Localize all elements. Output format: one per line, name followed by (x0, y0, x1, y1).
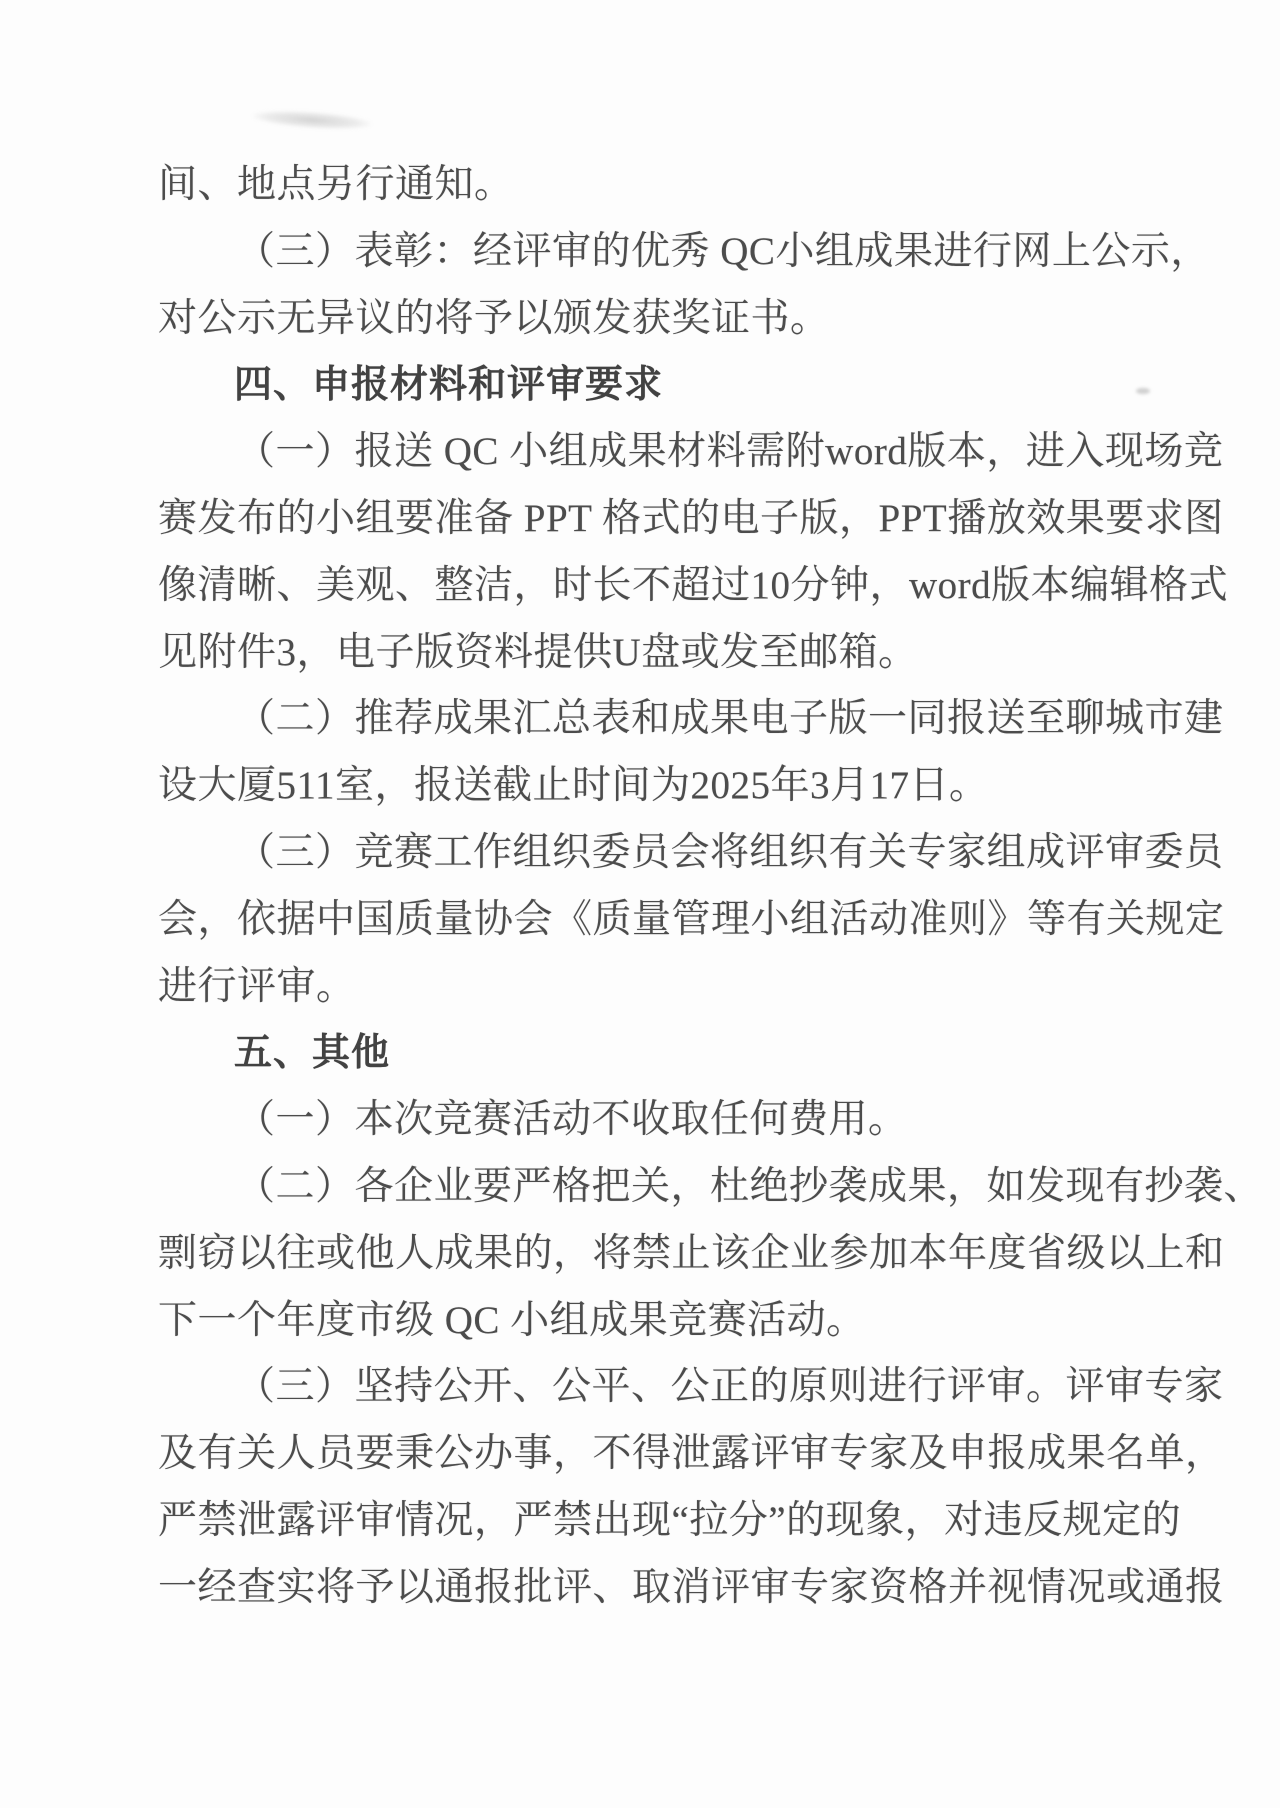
document-line: 及有关人员要秉公办事，不得泄露评审专家及申报成果名单， (158, 1432, 1225, 1476)
document-line: 间、地点另行通知。 (158, 163, 514, 206)
document-line: 一经查实将予以通报批评、取消评审专家资格并视情况或通报 (158, 1565, 1225, 1609)
document-line: 会，依据中国质量协会《质量管理小组活动准则》等有关规定 (158, 897, 1225, 941)
document-line: 对公示无异议的将予以颁发获奖证书。 (158, 296, 830, 340)
document-body (158, 152, 1264, 1622)
scan-streak-artifact (253, 108, 372, 132)
document-line: （三）竞赛工作组织委员会将组织有关专家组成评审委员 (236, 830, 1224, 874)
document-line: （二）推荐成果汇总表和成果电子版一同报送至聊城市建 (236, 697, 1224, 741)
document-line: 五、其他 (234, 1032, 391, 1075)
document-line: 下一个年度市级 QC 小组成果竞赛活动。 (158, 1298, 866, 1342)
document-line: 剽窃以往或他人成果的，将禁止该企业参加本年度省级以上和 (158, 1231, 1225, 1275)
document-line: 像清晰、美观、整洁，时长不超过10分钟，word版本编辑格式 (158, 563, 1229, 607)
document-line: （一）报送 QC 小组成果材料需附word版本，进入现场竞 (236, 430, 1224, 474)
document-line: 见附件3，电子版资料提供U盘或发至邮箱。 (158, 630, 918, 674)
document-line: （一）本次竞赛活动不收取任何费用。 (236, 1098, 908, 1142)
document-line: （二）各企业要严格把关，杜绝抄袭成果，如发现有抄袭、 (236, 1164, 1264, 1208)
document-line: 进行评审。 (158, 964, 356, 1008)
document-line: （三）表彰：经评审的优秀 QC小组成果进行网上公示， (236, 229, 1210, 273)
document-line: 四、申报材料和评审要求 (234, 364, 664, 407)
document-line: 严禁泄露评审情况，严禁出现“拉分”的现象，对违反规定的 (158, 1498, 1182, 1542)
document-line: 赛发布的小组要准备 PPT 格式的电子版，PPT播放效果要求图 (158, 496, 1224, 540)
document-line: （三）坚持公开、公平、公正的原则进行评审。评审专家 (236, 1365, 1224, 1409)
document-line: 设大厦511室，报送截止时间为2025年3月17日。 (158, 764, 989, 808)
